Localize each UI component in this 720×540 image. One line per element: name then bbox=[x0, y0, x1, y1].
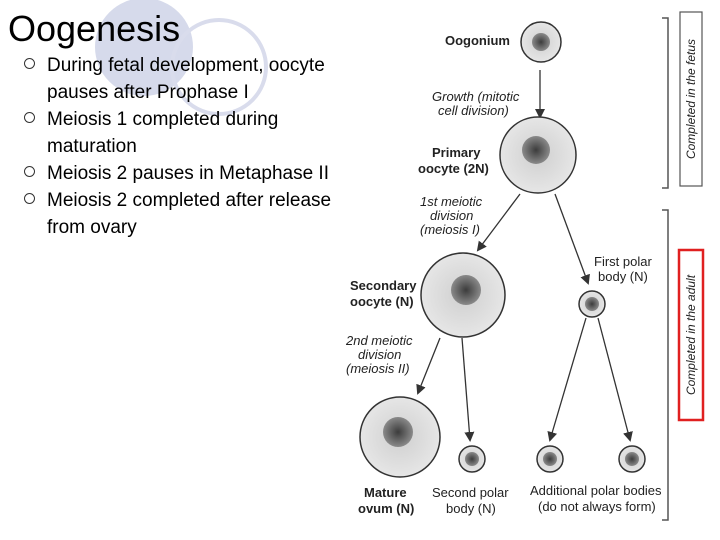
second-polar-label-line1: Second polar bbox=[432, 485, 509, 500]
meiosis1-label-line2: division bbox=[430, 208, 474, 223]
bullet-text: Meiosis 2 completed after release from ovary bbox=[47, 190, 332, 238]
mature-ovum-label-line1: Mature bbox=[364, 485, 407, 500]
meiosis2-label-line3: (meiosis II) bbox=[346, 361, 410, 376]
arrow-secondary-to-secondpolar bbox=[462, 338, 470, 440]
primary-oocyte-label-line2: oocyte (2N) bbox=[418, 161, 489, 176]
arrow-primary-to-firstpolar bbox=[555, 194, 588, 283]
bullet-text: Meiosis 1 completed during maturation bbox=[47, 109, 279, 157]
adult-side-label: Completed in the adult bbox=[684, 274, 698, 396]
growth-label-line2: cell division) bbox=[438, 103, 509, 118]
oogonium-cell bbox=[521, 22, 561, 62]
arrow-primary-to-secondary bbox=[478, 194, 520, 250]
additional-polar-label-line1: Additional polar bodies bbox=[530, 483, 662, 498]
secondary-oocyte-label-line2: oocyte (N) bbox=[350, 294, 414, 309]
oogonium-label: Oogonium bbox=[445, 33, 510, 48]
bullet-text: During fetal development, oocyte pauses after Prophase I bbox=[47, 55, 325, 103]
additional-polar-label-line2: (do not always form) bbox=[538, 499, 656, 514]
first-polar-label-line1: First polar bbox=[594, 254, 652, 269]
arrow-firstpolar-to-additional-right bbox=[598, 318, 630, 440]
adult-bracket bbox=[662, 210, 668, 520]
meiosis1-label-line1: 1st meiotic bbox=[420, 194, 483, 209]
second-polar-label-line2: body (N) bbox=[446, 501, 496, 516]
secondary-oocyte-label-line1: Secondary bbox=[350, 278, 417, 293]
fetus-bracket bbox=[662, 18, 668, 188]
bullet-text: Meiosis 2 pauses in Metaphase II bbox=[47, 163, 329, 184]
meiosis1-label-line3: (meiosis I) bbox=[420, 222, 480, 237]
first-polar-label-line2: body (N) bbox=[598, 269, 648, 284]
meiosis2-label-line2: division bbox=[358, 347, 402, 362]
slide-title: Oogenesis bbox=[8, 8, 181, 49]
arrow-secondary-to-ovum bbox=[418, 338, 440, 393]
secondary-oocyte-cell bbox=[421, 253, 505, 337]
arrow-firstpolar-to-additional-left bbox=[550, 318, 586, 440]
fetus-side-label: Completed in the fetus bbox=[684, 38, 698, 160]
additional-polar-body-left-cell bbox=[537, 446, 563, 472]
mature-ovum-label-line2: ovum (N) bbox=[358, 501, 415, 516]
growth-label-line1: Growth (mitotic bbox=[432, 89, 520, 104]
mature-ovum-cell bbox=[360, 397, 440, 477]
primary-oocyte-label-line1: Primary bbox=[432, 145, 481, 160]
additional-polar-body-right-cell bbox=[619, 446, 645, 472]
primary-oocyte-cell bbox=[500, 117, 576, 193]
meiosis2-label-line1: 2nd meiotic bbox=[346, 333, 413, 348]
first-polar-body-cell bbox=[579, 291, 605, 317]
second-polar-body-cell bbox=[459, 446, 485, 472]
